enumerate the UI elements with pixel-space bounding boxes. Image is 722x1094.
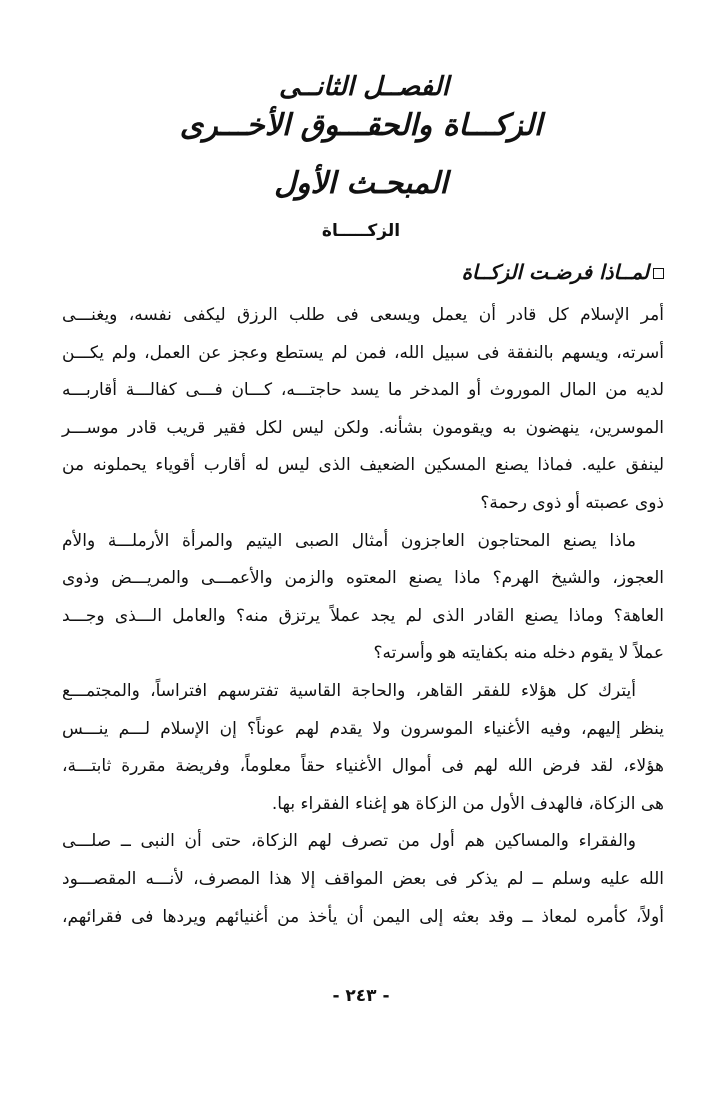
text-line: هؤلاء، لقد فرض الله لهم فى أموال الأغنياء حقاً معلوماً، وفريضة مقررة ثابتـــة، xyxy=(62,756,664,777)
square-bullet-icon xyxy=(653,268,664,279)
text-line: عملاً لا يقوم دخله منه بكفايته هو وأسرته؟ xyxy=(373,643,664,664)
section-title: المبحـث الأول xyxy=(274,166,448,201)
text-line: أمر الإسلام كل قادر أن يعمل ويسعى فى طلب الرزق ليكفى نفسه، ويغنـــى xyxy=(62,305,664,325)
text-line: والفقراء والمساكين هم أول من تصرف لهم الزكاة، حتى أن النبى ــ صلـــى xyxy=(62,831,636,852)
text-line: العاهة؟ وماذا يصنع القادر الذى لم يجد عملاً يرتزق منه؟ والعامل الـــذى وجـــد xyxy=(62,605,664,626)
chapter-title: الزكـــاة والحقـــوق الأخـــرى xyxy=(179,108,543,143)
page-number: - ٢٤٣ - xyxy=(332,986,390,1006)
text-line: هى الزكاة، فالهدف الأول من الزكاة هو إغناء الفقراء بها. xyxy=(271,793,664,814)
text-line: الموسرين، ينهضون به ويقومون بشأنه. ولكن ليس لكل فقير قريب قادر موســـر xyxy=(62,417,664,438)
text-line: لديه من المال الموروث أو المدخر ما يسد حاجتـــه، كـــان فـــى كفالـــة أقاربـــه xyxy=(62,380,664,401)
question-heading-text: لمــاذا فرضـت الزكــاة xyxy=(461,260,649,284)
text-line: الله عليه وسلم ــ لم يذكر فى بعض المواقف إلا هذا المصرف، لأنـــه المقصـــود xyxy=(62,868,664,889)
chapter-heading: الفصــل الثانــى xyxy=(279,72,449,102)
text-line: أولاً، كأمره لمعاذ ــ وقد بعثه إلى اليمن أن يأخذ من أغنيائهم ويردها فى فقرائهم، xyxy=(62,906,664,927)
subheading: الزكـــــاة xyxy=(321,221,401,241)
text-line: ماذا يصنع المحتاجون العاجزون أمثال الصبى اليتيم والمرأة الأرملـــة والأم xyxy=(62,530,636,551)
text-line: ينظر إليهم، وفيه الأغنياء الموسرون ولا يقدم لهم عوناً؟ إن الإسلام لـــم ينـــس xyxy=(62,718,664,739)
text-line: العجوز، والشيخ الهرم؟ ماذا يصنع المعتوه والزمن والأعمـــى والمريـــض وذوى xyxy=(62,568,664,589)
text-line: أسرته، ويسهم بالنفقة فى سبيل الله، فمن لم يستطع وعجز عن العمل، ولم يكـــن xyxy=(62,342,664,363)
text-line: أيترك كل هؤلاء للفقر القاهر، والحاجة القاسية تفترسهم افتراساً، والمجتمـــع xyxy=(62,680,636,701)
text-line: ذوى عصبته أو ذوى رحمة؟ xyxy=(480,492,664,513)
body-text xyxy=(62,297,664,936)
question-heading xyxy=(462,260,664,284)
text-line: لينفق عليه. فماذا يصنع المسكين الضعيف الذى ليس له أقارب أقوياء يحملونه من xyxy=(62,455,664,476)
